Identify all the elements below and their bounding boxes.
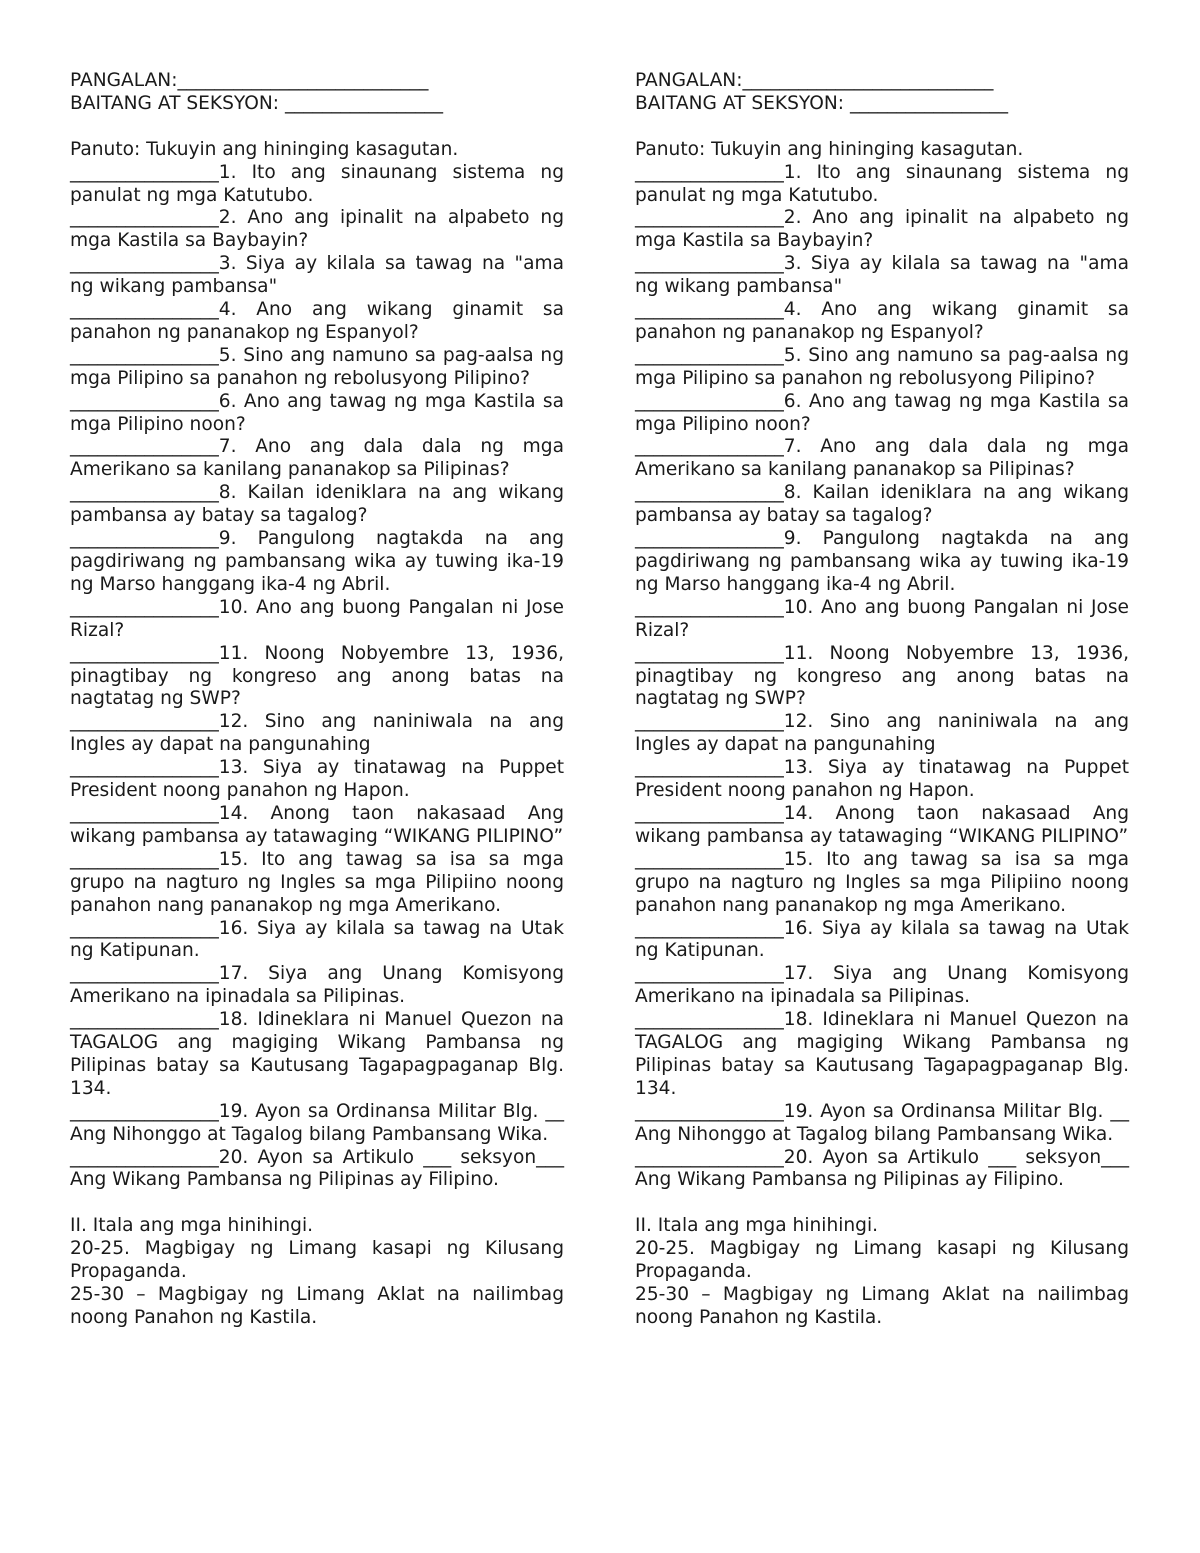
question-item xyxy=(635,1101,1129,1147)
section-2-item: 20-25. Magbigay ng Limang kasapi ng Kilusang Propaganda. xyxy=(635,1238,1129,1283)
spacer xyxy=(635,1192,1129,1215)
question-item xyxy=(70,597,564,643)
answer-blank: ________________ xyxy=(635,711,784,733)
answer-blank: ________________ xyxy=(635,390,784,412)
answer-blank: ________________ xyxy=(635,917,784,939)
question-item xyxy=(635,436,1129,482)
question-item xyxy=(70,711,564,757)
answer-blank: ________________ xyxy=(70,161,219,183)
section-2-item: 25-30 – Magbigay ng Limang Aklat na nailimbag noong Panahon ng Kastila. xyxy=(635,1284,1129,1328)
section-2-item: 25-30 – Magbigay ng Limang Aklat na nailimbag noong Panahon ng Kastila. xyxy=(70,1284,564,1328)
question-text: 18. Idineklara ni Manuel Quezon na TAGALOG ang magiging Wikang Pambansa ng Pilipinas batay sa Kautusang Tagapagpaganap Blg. 134. xyxy=(635,1009,1129,1099)
answer-blank: ________________ xyxy=(635,344,784,366)
answer-blank: ________________ xyxy=(635,1100,784,1122)
question-item xyxy=(70,345,564,391)
question-item xyxy=(70,918,564,964)
question-text: 10. Ano ang buong Pangalan ni Jose Rizal? xyxy=(635,596,1129,641)
answer-blank: ________________ xyxy=(70,390,219,412)
question-text: 1. Ito ang sinaunang sistema ng panulat ng mga Katutubo. xyxy=(635,161,1129,206)
question-text: 12. Sino ang naniniwala na ang Ingles ay dapat na pangunahing xyxy=(635,711,1129,756)
question-item xyxy=(635,345,1129,391)
answer-blank: ________________ xyxy=(70,711,219,733)
question-item xyxy=(70,391,564,437)
question-text: 16. Siya ay kilala sa tawag na Utak ng Katipunan. xyxy=(635,917,1129,962)
question-text: 9. Pangulong nagtakda na ang pagdiriwang ng pambansang wika ay tuwing ika-19 ng Marso hanggang ika-4 ng Abril. xyxy=(70,528,564,595)
question-text: 15. Ito ang tawag sa isa sa mga grupo na nagturo ng Ingles sa mga Pilipiino noong panahon nang pananakop ng mga Amerikano. xyxy=(635,848,1129,916)
question-item xyxy=(635,1009,1129,1101)
answer-blank: ________________ xyxy=(70,848,219,870)
answer-blank: ________________ xyxy=(635,596,784,618)
answer-blank: ________________ xyxy=(635,436,784,458)
question-text: 15. Ito ang tawag sa isa sa mga grupo na nagturo ng Ingles sa mga Pilipiino noong panahon nang pananakop ng mga Amerikano. xyxy=(70,848,564,916)
answer-blank: ________________ xyxy=(70,963,219,985)
answer-blank: ________________ xyxy=(635,757,784,779)
answer-blank: ________________ xyxy=(635,963,784,985)
question-item xyxy=(70,207,564,253)
worksheet-right xyxy=(635,70,1129,1330)
question-item xyxy=(635,299,1129,345)
question-item xyxy=(635,597,1129,643)
answer-blank: ________________ xyxy=(70,1009,219,1031)
answer-blank: ________________ xyxy=(70,344,219,366)
instructions: Panuto: Tukuyin ang hininging kasagutan. xyxy=(635,138,1024,160)
question-text: 3. Siya ay kilala sa tawag na "ama ng wikang pambansa" xyxy=(70,253,564,298)
question-item xyxy=(70,963,564,1009)
answer-blank: ________________ xyxy=(70,528,219,550)
question-text: 13. Siya ay tinatawag na Puppet President noong panahon ng Hapon. xyxy=(635,757,1129,802)
answer-blank: ________________ xyxy=(70,1100,219,1122)
question-item xyxy=(635,918,1129,964)
question-text: 8. Kailan ideniklara na ang wikang pambansa ay batay sa tagalog? xyxy=(635,482,1129,527)
question-text: 7. Ano ang dala dala ng mga Amerikano sa kanilang pananakop sa Pilipinas? xyxy=(70,436,564,481)
section-line: BAITANG AT SEKSYON: _________________ xyxy=(70,92,444,114)
question-text: 4. Ano ang wikang ginamit sa panahon ng pananakop ng Espanyol? xyxy=(635,299,1129,343)
question-item xyxy=(635,391,1129,437)
question-item xyxy=(635,207,1129,253)
question-item xyxy=(70,803,564,849)
question-text: 8. Kailan ideniklara na ang wikang pambansa ay batay sa tagalog? xyxy=(70,482,564,527)
answer-blank: ________________ xyxy=(70,299,219,321)
question-item xyxy=(70,757,564,803)
question-item xyxy=(70,1009,564,1101)
section-2 xyxy=(70,1215,564,1330)
answer-blank: ________________ xyxy=(635,1009,784,1031)
instructions: Panuto: Tukuyin ang hininging kasagutan. xyxy=(70,138,459,160)
answer-blank: ________________ xyxy=(70,436,219,458)
answer-blank: ________________ xyxy=(635,482,784,504)
answer-blank: ________________ xyxy=(70,482,219,504)
question-item xyxy=(635,528,1129,597)
question-text: 2. Ano ang ipinalit na alpabeto ng mga Kastila sa Baybayin? xyxy=(635,207,1129,252)
question-text: 6. Ano ang tawag ng mga Kastila sa mga Pilipino noon? xyxy=(70,390,564,435)
question-text: 4. Ano ang wikang ginamit sa panahon ng pananakop ng Espanyol? xyxy=(70,299,564,343)
answer-blank: ________________ xyxy=(70,1146,219,1168)
answer-blank: ________________ xyxy=(70,917,219,939)
question-item xyxy=(70,1101,564,1147)
spacer xyxy=(70,116,564,139)
answer-blank: ________________ xyxy=(635,299,784,321)
question-item xyxy=(635,162,1129,208)
question-text: 17. Siya ang Unang Komisyong Amerikano na ipinadala sa Pilipinas. xyxy=(635,963,1129,1008)
question-item xyxy=(70,299,564,345)
spacer xyxy=(635,116,1129,139)
answer-blank: ________________ xyxy=(635,802,784,824)
question-item xyxy=(70,482,564,528)
question-text: 14. Anong taon nakasaad Ang wikang pambansa ay tatawaging “WIKANG PILIPINO” xyxy=(70,802,564,847)
question-item xyxy=(635,963,1129,1009)
answer-blank: ________________ xyxy=(70,596,219,618)
question-text: 3. Siya ay kilala sa tawag na "ama ng wikang pambansa" xyxy=(635,253,1129,298)
answer-blank: ________________ xyxy=(70,642,219,664)
question-item xyxy=(70,528,564,597)
question-text: 19. Ayon sa Ordinansa Militar Blg. __ Ang Nihonggo at Tagalog bilang Pambansang Wika. xyxy=(635,1100,1129,1145)
answer-blank: ________________ xyxy=(635,207,784,229)
question-item xyxy=(635,1147,1129,1193)
question-text: 16. Siya ay kilala sa tawag na Utak ng Katipunan. xyxy=(70,917,564,962)
answer-blank: ________________ xyxy=(635,253,784,275)
answer-blank: ________________ xyxy=(70,757,219,779)
question-text: 7. Ano ang dala dala ng mga Amerikano sa kanilang pananakop sa Pilipinas? xyxy=(635,436,1129,481)
answer-blank: ________________ xyxy=(635,642,784,664)
question-item xyxy=(635,253,1129,299)
question-item xyxy=(70,1147,564,1193)
question-text: 14. Anong taon nakasaad Ang wikang pambansa ay tatawaging “WIKANG PILIPINO” xyxy=(635,802,1129,847)
section-2-title: II. Itala ang mga hinihingi. xyxy=(70,1215,314,1237)
question-text: 6. Ano ang tawag ng mga Kastila sa mga Pilipino noon? xyxy=(635,390,1129,435)
question-text: 1. Ito ang sinaunang sistema ng panulat ng mga Katutubo. xyxy=(70,161,564,206)
question-text: 12. Sino ang naniniwala na ang Ingles ay dapat na pangunahing xyxy=(70,711,564,756)
question-item xyxy=(70,162,564,208)
question-item xyxy=(635,803,1129,849)
question-text: 2. Ano ang ipinalit na alpabeto ng mga Kastila sa Baybayin? xyxy=(70,207,564,252)
question-text: 17. Siya ang Unang Komisyong Amerikano na ipinadala sa Pilipinas. xyxy=(70,963,564,1008)
section-line: BAITANG AT SEKSYON: _________________ xyxy=(635,92,1009,114)
name-line: PANGALAN:___________________________ xyxy=(635,70,994,91)
question-item xyxy=(635,711,1129,757)
answer-blank: ________________ xyxy=(70,253,219,275)
question-item xyxy=(635,482,1129,528)
question-text: 9. Pangulong nagtakda na ang pagdiriwang ng pambansang wika ay tuwing ika-19 ng Marso hanggang ika-4 ng Abril. xyxy=(635,528,1129,595)
question-text: 5. Sino ang namuno sa pag-aalsa ng mga Pilipino sa panahon ng rebolusyong Pilipino? xyxy=(70,344,564,389)
answer-blank: ________________ xyxy=(635,1146,784,1168)
spacer xyxy=(70,1192,564,1215)
question-item xyxy=(70,849,564,918)
question-text: 18. Idineklara ni Manuel Quezon na TAGALOG ang magiging Wikang Pambansa ng Pilipinas batay sa Kautusang Tagapagpaganap Blg. 134. xyxy=(70,1009,564,1099)
worksheet-left xyxy=(70,70,564,1330)
question-item xyxy=(70,253,564,299)
name-line: PANGALAN:___________________________ xyxy=(70,70,429,91)
answer-blank: ________________ xyxy=(70,207,219,229)
question-text: 11. Noong Nobyembre 13, 1936, pinagtibay ng kongreso ang anong batas na nagtatag ng SWP? xyxy=(70,642,564,710)
section-2-title: II. Itala ang mga hinihingi. xyxy=(635,1215,879,1237)
question-item xyxy=(70,436,564,482)
question-text: 13. Siya ay tinatawag na Puppet President noong panahon ng Hapon. xyxy=(70,757,564,802)
question-item xyxy=(70,643,564,712)
question-text: 11. Noong Nobyembre 13, 1936, pinagtibay ng kongreso ang anong batas na nagtatag ng SWP? xyxy=(635,642,1129,710)
question-item xyxy=(635,849,1129,918)
question-text: 5. Sino ang namuno sa pag-aalsa ng mga Pilipino sa panahon ng rebolusyong Pilipino? xyxy=(635,344,1129,389)
section-2 xyxy=(635,1215,1129,1330)
answer-blank: ________________ xyxy=(635,528,784,550)
answer-blank: ________________ xyxy=(70,802,219,824)
section-2-item: 20-25. Magbigay ng Limang kasapi ng Kilusang Propaganda. xyxy=(70,1238,564,1283)
question-text: 10. Ano ang buong Pangalan ni Jose Rizal? xyxy=(70,596,564,641)
answer-blank: ________________ xyxy=(635,161,784,183)
question-text: 20. Ayon sa Artikulo ___ seksyon___ Ang Wikang Pambansa ng Pilipinas ay Filipino. xyxy=(70,1146,564,1191)
answer-blank: ________________ xyxy=(635,848,784,870)
question-text: 20. Ayon sa Artikulo ___ seksyon___ Ang Wikang Pambansa ng Pilipinas ay Filipino. xyxy=(635,1146,1129,1191)
question-text: 19. Ayon sa Ordinansa Militar Blg. __ Ang Nihonggo at Tagalog bilang Pambansang Wika. xyxy=(70,1100,564,1145)
question-item xyxy=(635,643,1129,712)
question-item xyxy=(635,757,1129,803)
